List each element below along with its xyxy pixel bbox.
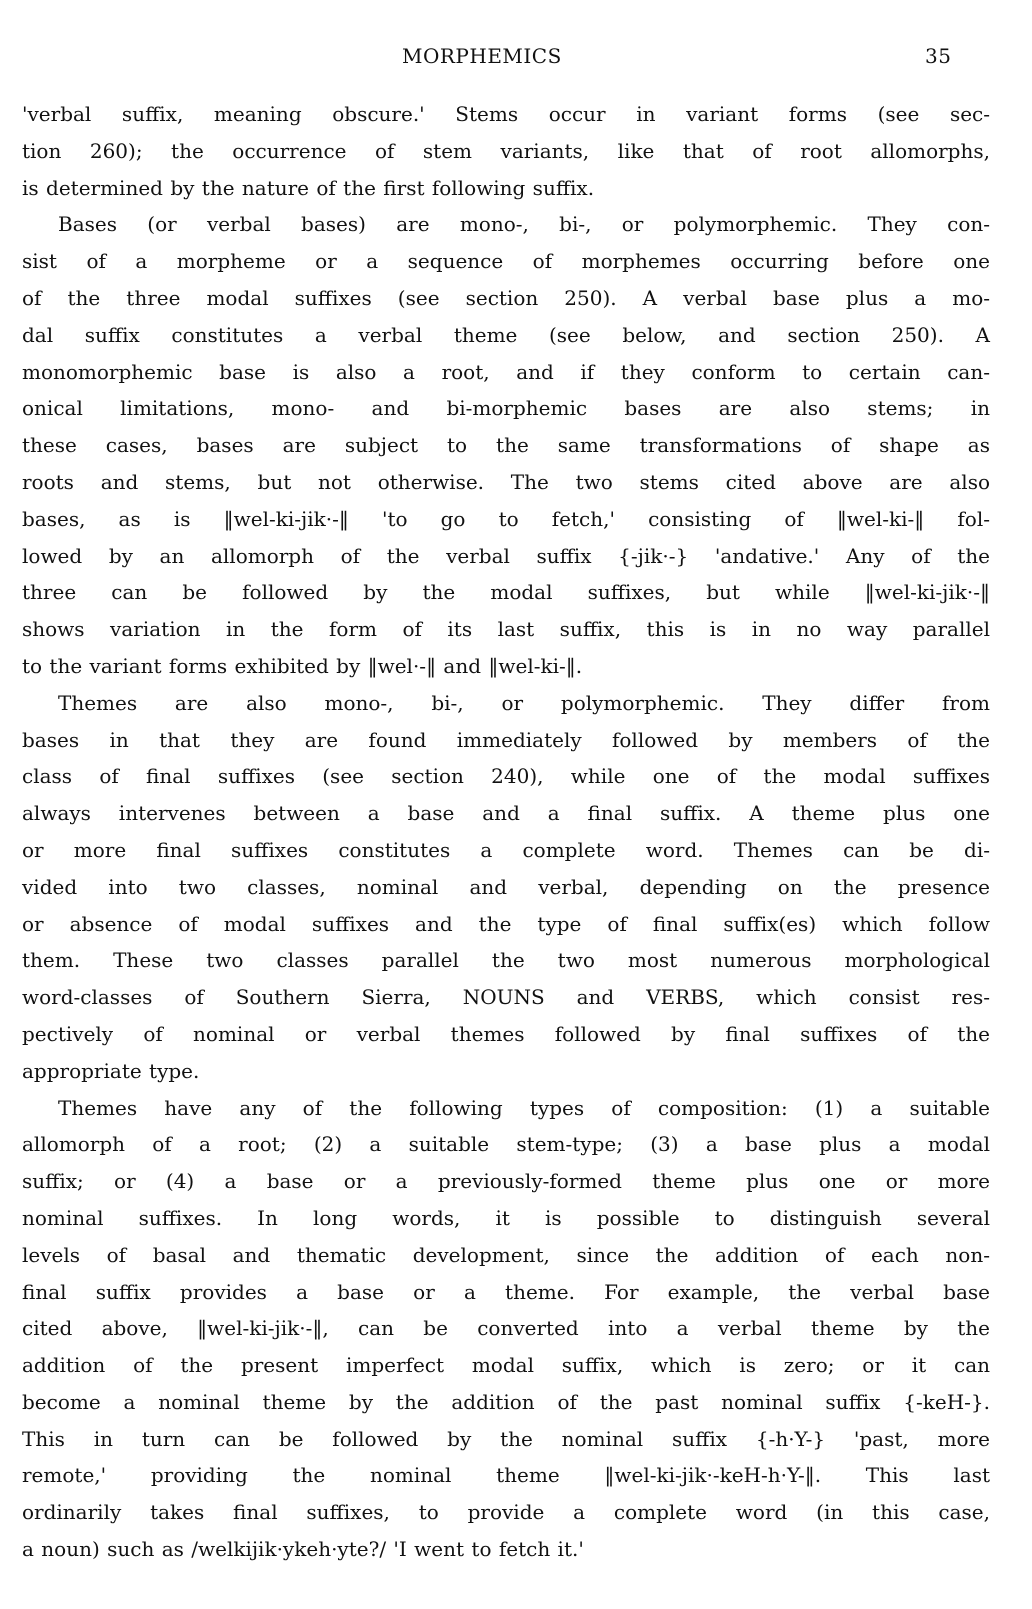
text-line: appropriate type.	[22, 1058, 200, 1083]
text-line: final suffix provides a base or a theme. For example, the verbal base	[22, 1279, 990, 1304]
text-line: onical limitations, mono- and bi-morphemic bases are also stems; in	[22, 396, 990, 421]
text-line: pectively of nominal or verbal themes followed by final suffixes of the	[22, 1021, 990, 1046]
paragraph-start-line: Themes are also mono-, bi-, or polymorphemic. They differ from	[58, 690, 990, 715]
text-line: become a nominal theme by the addition of the past nominal suffix {-keH-}.	[22, 1389, 990, 1414]
text-line: a noun) such as /welkijik·ykeh·yte?/ 'I went to fetch it.'	[22, 1537, 584, 1562]
paragraph-start-line: Themes have any of the following types of composition: (1) a suitable	[58, 1095, 990, 1120]
running-header	[0, 44, 1032, 72]
text-line: bases, as is ‖wel-ki-jik·-‖ 'to go to fetch,' consisting of ‖wel-ki-‖ fol-	[22, 506, 990, 531]
text-line: suffix; or (4) a base or a previously-formed theme plus one or more	[22, 1169, 990, 1194]
paragraph-start-line: Bases (or verbal bases) are mono-, bi-, or polymorphemic. They con-	[58, 212, 990, 237]
text-line: dal suffix constitutes a verbal theme (see below, and section 250). A	[22, 322, 990, 347]
text-line: vided into two classes, nominal and verbal, depending on the presence	[22, 874, 990, 899]
text-line: allomorph of a root; (2) a suitable stem-type; (3) a base plus a modal	[22, 1132, 990, 1157]
text-line: remote,' providing the nominal theme ‖wel-ki-jik·-keH-h·Y-‖. This last	[22, 1463, 990, 1488]
text-line: This in turn can be followed by the nominal suffix {-h·Y-} 'past, more	[22, 1426, 990, 1451]
text-line: them. These two classes parallel the two most numerous morphological	[22, 948, 990, 973]
text-line: always intervenes between a base and a final suffix. A theme plus one	[22, 801, 990, 826]
text-line: lowed by an allomorph of the verbal suffix {-jik·-} 'andative.' Any of the	[22, 543, 990, 568]
text-line: tion 260); the occurrence of stem variants, like that of root allomorphs,	[22, 138, 990, 163]
text-line: roots and stems, but not otherwise. The two stems cited above are also	[22, 469, 990, 494]
text-line: is determined by the nature of the first following suffix.	[22, 175, 595, 200]
text-line: ordinarily takes final suffixes, to provide a complete word (in this case,	[22, 1500, 990, 1525]
text-line: shows variation in the form of its last suffix, this is in no way parallel	[22, 617, 990, 642]
page-number: 35	[925, 44, 952, 68]
text-line: or more final suffixes constitutes a complete word. Themes can be di-	[22, 837, 990, 862]
text-line: bases in that they are found immediately followed by members of the	[22, 727, 990, 752]
text-line: nominal suffixes. In long words, it is possible to distinguish several	[22, 1205, 990, 1230]
text-line: class of final suffixes (see section 240), while one of the modal suffixes	[22, 764, 990, 789]
text-line: 'verbal suffix, meaning obscure.' Stems occur in variant forms (see sec-	[22, 102, 990, 126]
text-line: three can be followed by the modal suffixes, but while ‖wel-ki-jik·-‖	[22, 580, 990, 605]
text-line: levels of basal and thematic development, since the addition of each non-	[22, 1242, 990, 1267]
text-line: cited above, ‖wel-ki-jik·-‖, can be converted into a verbal theme by the	[22, 1316, 990, 1341]
text-line: monomorphemic base is also a root, and if they conform to certain can-	[22, 359, 990, 384]
text-line: of the three modal suffixes (see section 250). A verbal base plus a mo-	[22, 285, 990, 310]
page-header-title: MORPHEMICS	[402, 44, 562, 68]
text-line: addition of the present imperfect modal suffix, which is zero; or it can	[22, 1353, 990, 1378]
text-line: to the variant forms exhibited by ‖wel·-‖ and ‖wel-ki-‖.	[22, 653, 583, 678]
text-line: sist of a morpheme or a sequence of morphemes occurring before one	[22, 249, 990, 274]
text-line: these cases, bases are subject to the same transformations of shape as	[22, 433, 990, 458]
text-line: or absence of modal suffixes and the type of final suffix(es) which follow	[22, 911, 990, 936]
text-line: word-classes of Southern Sierra, NOUNS and VERBS, which consist res-	[22, 985, 990, 1010]
body-text	[22, 96, 990, 1568]
